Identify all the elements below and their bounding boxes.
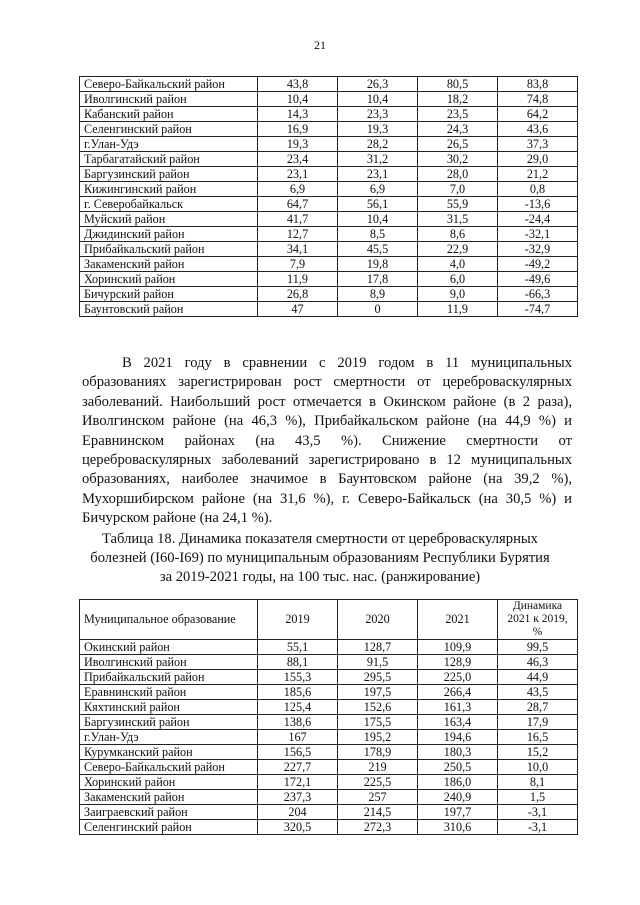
value-cell: 152,6 [338,700,418,715]
value-cell: 10,0 [498,760,578,775]
value-cell: 180,3 [418,745,498,760]
municipality-cell: Кяхтинский район [80,700,258,715]
value-cell: 26,8 [258,287,338,302]
value-cell: 31,5 [418,212,498,227]
municipality-cell: Хоринский район [80,272,258,287]
table-row [80,715,578,730]
header-municipality: Муниципальное образование [80,600,258,640]
value-cell: 11,9 [258,272,338,287]
value-cell: -3,1 [498,820,578,835]
value-cell: 4,0 [418,257,498,272]
value-cell: -3,1 [498,805,578,820]
value-cell: -13,6 [498,197,578,212]
municipality-cell: Тарбагатайский район [80,152,258,167]
table-row [80,730,578,745]
value-cell: 12,7 [258,227,338,242]
mortality-table-continued [79,76,578,317]
value-cell: 6,9 [258,182,338,197]
value-cell: 8,6 [418,227,498,242]
table-row [80,122,578,137]
value-cell: 91,5 [338,655,418,670]
table-row [80,167,578,182]
value-cell: 30,2 [418,152,498,167]
value-cell: 219 [338,760,418,775]
value-cell: 23,4 [258,152,338,167]
value-cell: 257 [338,790,418,805]
value-cell: 156,5 [258,745,338,760]
table-row [80,212,578,227]
municipality-cell: Селенгинский район [80,122,258,137]
value-cell: 194,6 [418,730,498,745]
table-row [80,182,578,197]
value-cell: 47 [258,302,338,317]
value-cell: 16,9 [258,122,338,137]
value-cell: 23,1 [258,167,338,182]
value-cell: 10,4 [338,92,418,107]
value-cell: 125,4 [258,700,338,715]
value-cell: 8,9 [338,287,418,302]
value-cell: 43,6 [498,122,578,137]
value-cell: 22,9 [418,242,498,257]
value-cell: 6,0 [418,272,498,287]
table-row [80,287,578,302]
header-2020: 2020 [338,600,418,640]
value-cell: 16,5 [498,730,578,745]
table-row [80,790,578,805]
value-cell: 19,8 [338,257,418,272]
value-cell: 186,0 [418,775,498,790]
table-row [80,77,578,92]
value-cell: 43,5 [498,685,578,700]
municipality-cell: Закаменский район [80,790,258,805]
municipality-cell: Прибайкальский район [80,242,258,257]
value-cell: 55,1 [258,640,338,655]
value-cell: 15,2 [498,745,578,760]
value-cell: 109,9 [418,640,498,655]
table-row [80,92,578,107]
value-cell: 195,2 [338,730,418,745]
municipality-cell: Кабанский район [80,107,258,122]
value-cell: 8,1 [498,775,578,790]
municipality-cell: г.Улан-Удэ [80,137,258,152]
value-cell: 31,2 [338,152,418,167]
value-cell: 29,0 [498,152,578,167]
municipality-cell: Селенгинский район [80,820,258,835]
value-cell: -49,2 [498,257,578,272]
municipality-cell: Заиграевский район [80,805,258,820]
value-cell: 28,0 [418,167,498,182]
value-cell: 185,6 [258,685,338,700]
value-cell: 7,0 [418,182,498,197]
value-cell: 37,3 [498,137,578,152]
municipality-cell: Хоринский район [80,775,258,790]
value-cell: 28,7 [498,700,578,715]
value-cell: 197,5 [338,685,418,700]
value-cell: 225,0 [418,670,498,685]
municipality-cell: Иволгинский район [80,92,258,107]
municipality-cell: Баргузинский район [80,715,258,730]
value-cell: 310,6 [418,820,498,835]
value-cell: 295,5 [338,670,418,685]
value-cell: 7,9 [258,257,338,272]
value-cell: 250,5 [418,760,498,775]
table-row [80,685,578,700]
value-cell: 64,7 [258,197,338,212]
body-paragraph: В 2021 году в сравнении с 2019 годом в 11 муниципальных образованиях зарегистрирован рост смертности от цереброваскулярных заболеваний. Наибольший рост отмечается в Окинском районе (в 2 раза), Иволгинском районе (на 46,3 %), Прибайкальском районе (на 44,9 %) и Еравнинском районах (на 43,5 %). Снижение смертности от цереброваскулярных заболеваний зарегистрировано в 12 муниципальных образованиях, наиболее значимое в Баунтовском районе (на 39,2 %), Мухоршибирском районе (на 31,6 %), г. Северо-Байкальск (на 30,5 %) и Бичурском районе (на 24,1 %). [82,355,572,527]
table-row [80,745,578,760]
municipality-cell: Джидинский район [80,227,258,242]
value-cell: 172,1 [258,775,338,790]
header-dynamics: Динамика 2021 к 2019, % [498,600,578,640]
value-cell: 17,8 [338,272,418,287]
municipality-cell: Баунтовский район [80,302,258,317]
table-row [80,107,578,122]
header-2021: 2021 [418,600,498,640]
municipality-cell: Закаменский район [80,257,258,272]
value-cell: 26,3 [338,77,418,92]
table-row [80,805,578,820]
municipality-cell: Еравнинский район [80,685,258,700]
table-row [80,152,578,167]
municipality-cell: Муйский район [80,212,258,227]
value-cell: 155,3 [258,670,338,685]
value-cell: 80,5 [418,77,498,92]
municipality-cell: г. Северобайкальск [80,197,258,212]
municipality-cell: Бичурский район [80,287,258,302]
value-cell: 23,1 [338,167,418,182]
value-cell: 88,1 [258,655,338,670]
value-cell: 178,9 [338,745,418,760]
value-cell: 240,9 [418,790,498,805]
value-cell: 83,8 [498,77,578,92]
value-cell: 0 [338,302,418,317]
municipality-cell: Прибайкальский район [80,670,258,685]
value-cell: 18,2 [418,92,498,107]
table-row [80,257,578,272]
value-cell: 19,3 [258,137,338,152]
value-cell: 11,9 [418,302,498,317]
value-cell: 45,5 [338,242,418,257]
value-cell: 237,3 [258,790,338,805]
value-cell: 34,1 [258,242,338,257]
value-cell: 23,3 [338,107,418,122]
value-cell: 163,4 [418,715,498,730]
table-row [80,760,578,775]
value-cell: 46,3 [498,655,578,670]
value-cell: 14,3 [258,107,338,122]
value-cell: 272,3 [338,820,418,835]
value-cell: -74,7 [498,302,578,317]
value-cell: 266,4 [418,685,498,700]
municipality-cell: г.Улан-Удэ [80,730,258,745]
value-cell: 128,9 [418,655,498,670]
value-cell: 0,8 [498,182,578,197]
value-cell: 99,5 [498,640,578,655]
value-cell: -32,1 [498,227,578,242]
value-cell: 227,7 [258,760,338,775]
value-cell: 175,5 [338,715,418,730]
caption-line: болезней (I60-I69) по муниципальным образованиям Республики Бурятия [90,550,550,566]
municipality-cell: Кижингинский район [80,182,258,197]
value-cell: 64,2 [498,107,578,122]
value-cell: 41,7 [258,212,338,227]
table-row [80,700,578,715]
value-cell: -24,4 [498,212,578,227]
value-cell: 128,7 [338,640,418,655]
value-cell: 9,0 [418,287,498,302]
value-cell: 55,9 [418,197,498,212]
municipality-cell: Окинский район [80,640,258,655]
table-row [80,197,578,212]
value-cell: 19,3 [338,122,418,137]
value-cell: 214,5 [338,805,418,820]
value-cell: 17,9 [498,715,578,730]
table-row [80,272,578,287]
value-cell: 26,5 [418,137,498,152]
table-row [80,640,578,655]
value-cell: 161,3 [418,700,498,715]
table-row [80,820,578,835]
page-number: 21 [314,38,326,52]
table-row [80,655,578,670]
value-cell: 204 [258,805,338,820]
value-cell: 43,8 [258,77,338,92]
value-cell: 44,9 [498,670,578,685]
table-row [80,227,578,242]
municipality-cell: Северо-Байкальский район [80,760,258,775]
municipality-cell: Иволгинский район [80,655,258,670]
table-row [80,670,578,685]
table-row [80,242,578,257]
value-cell: 138,6 [258,715,338,730]
value-cell: 24,3 [418,122,498,137]
value-cell: 6,9 [338,182,418,197]
value-cell: 10,4 [338,212,418,227]
municipality-cell: Курумканский район [80,745,258,760]
municipality-cell: Северо-Байкальский район [80,77,258,92]
value-cell: 23,5 [418,107,498,122]
value-cell: 74,8 [498,92,578,107]
table-row [80,302,578,317]
value-cell: -49,6 [498,272,578,287]
municipality-cell: Баргузинский район [80,167,258,182]
value-cell: -66,3 [498,287,578,302]
value-cell: 167 [258,730,338,745]
value-cell: 10,4 [258,92,338,107]
value-cell: 225,5 [338,775,418,790]
table-row [80,775,578,790]
value-cell: 1,5 [498,790,578,805]
value-cell: 28,2 [338,137,418,152]
value-cell: 197,7 [418,805,498,820]
header-2019: 2019 [258,600,338,640]
value-cell: 320,5 [258,820,338,835]
table-18-caption [70,530,570,587]
value-cell: 8,5 [338,227,418,242]
value-cell: 56,1 [338,197,418,212]
caption-line: за 2019-2021 годы, на 100 тыс. нас. (ранжирование) [159,569,481,585]
caption-line: Таблица 18. Динамика показателя смертности от цереброваскулярных [102,531,538,547]
table-header-row [80,600,578,640]
table-row [80,137,578,152]
value-cell: -32,9 [498,242,578,257]
value-cell: 21,2 [498,167,578,182]
table-18 [79,599,578,835]
